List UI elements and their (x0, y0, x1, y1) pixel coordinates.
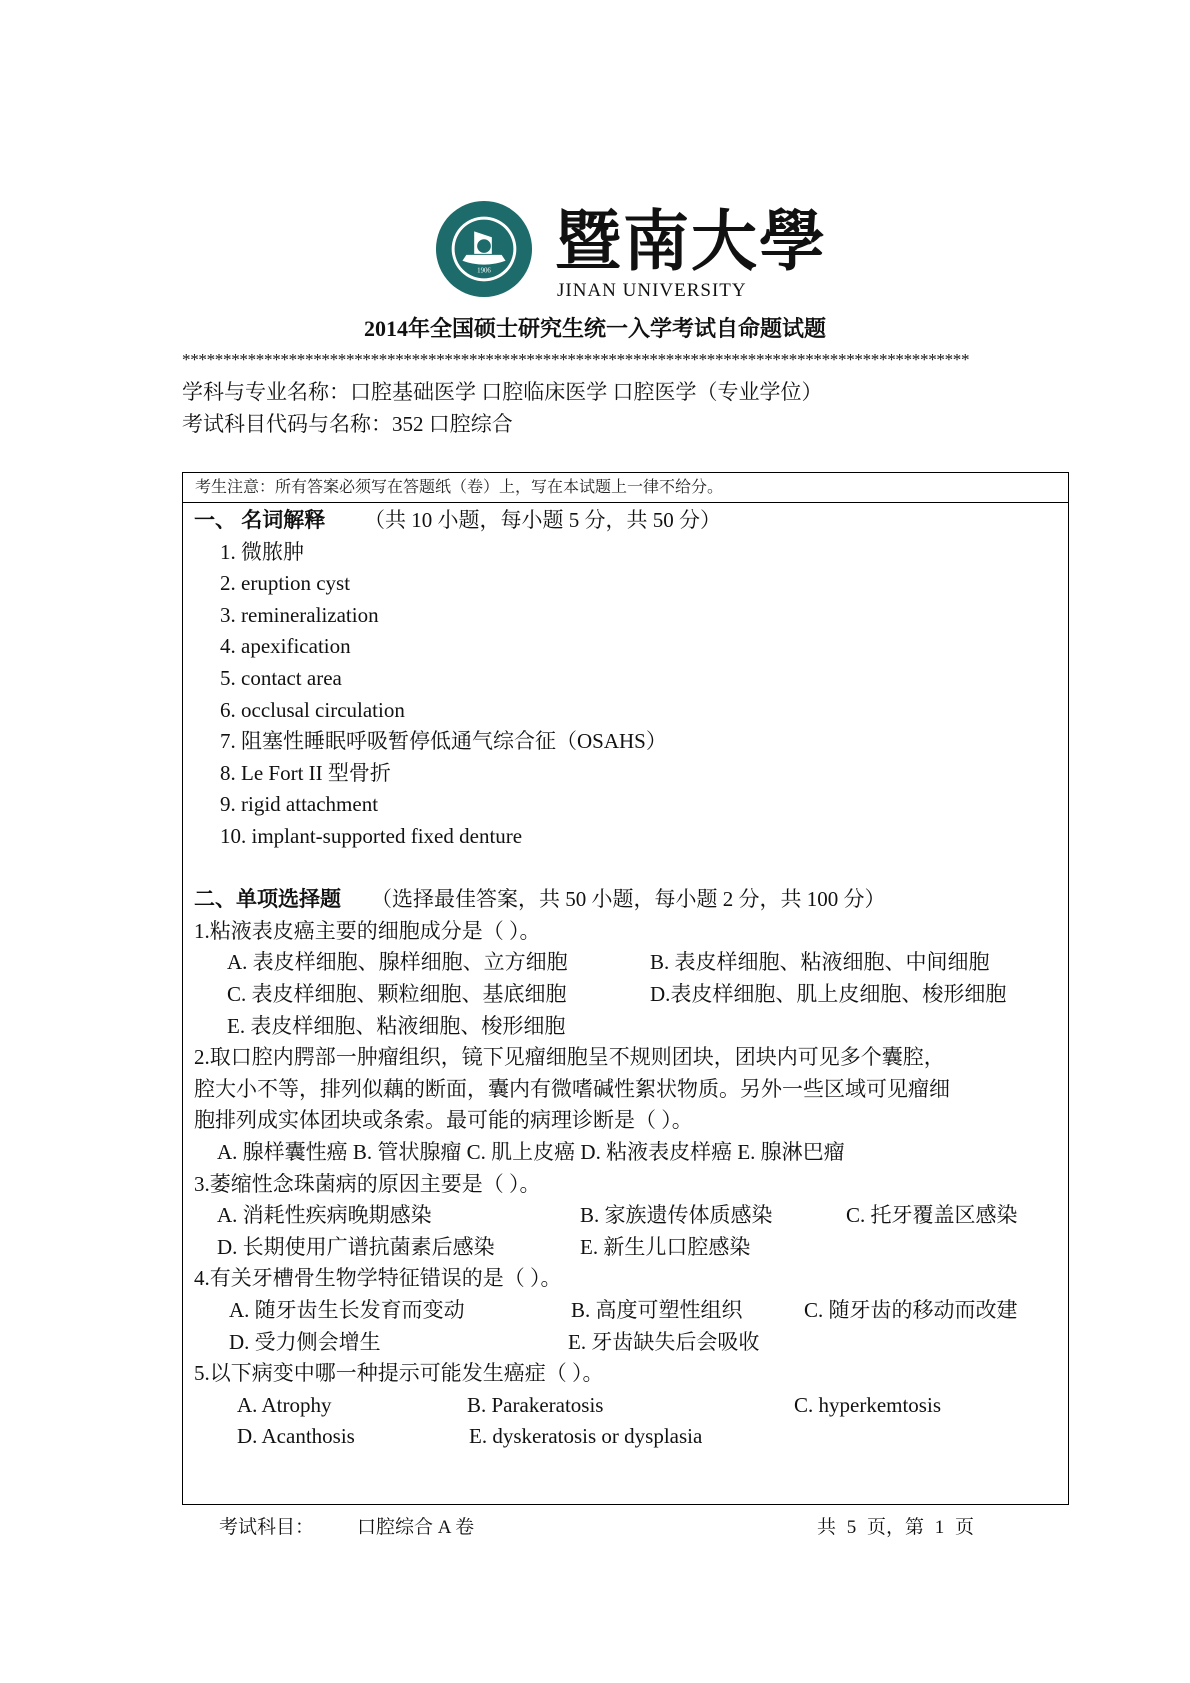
star-divider: ************************************************************************************************ (182, 350, 970, 369)
answer-option: E. 新生儿口腔感染 (580, 1234, 751, 1259)
answer-option: E. dyskeratosis or dysplasia (469, 1424, 703, 1449)
answer-option: A. 随牙齿生长发育而变动 (229, 1298, 465, 1322)
term-item: 6. occlusal circulation (220, 697, 405, 722)
term-item: 2. eruption cyst (220, 571, 351, 596)
answer-option: C. hyperkemtosis (794, 1392, 941, 1417)
footer-subject: 口腔综合 A 卷 (357, 1517, 475, 1538)
question-stem: 2.取口腔内腭部一肿瘤组织，镜下见瘤细胞呈不规则团块，团块内可见多个囊腔， (194, 1045, 945, 1070)
question-stem: 腔大小不等，排列似藕的断面，囊内有微嗜碱性絮状物质。另外一些区域可见瘤细 (194, 1076, 950, 1101)
answer-option: D. Acanthosis (237, 1424, 355, 1449)
university-seal-logo (435, 200, 533, 298)
answer-option: D. 长期使用广谱抗菌素后感染 (217, 1234, 495, 1259)
term-item: 9. rigid attachment (220, 792, 379, 817)
answer-option: C. 随牙齿的移动而改建 (804, 1298, 1018, 1322)
subject-line: 学科与专业名称：口腔基础医学 口腔临床医学 口腔医学（专业学位） (182, 380, 823, 404)
logo-year: 1906 (477, 267, 491, 275)
term-item: 10. implant-supported fixed denture (220, 824, 523, 848)
footer-subject-label: 考试科目： (219, 1517, 315, 1538)
answer-option: A. 消耗性疾病晚期感染 (217, 1203, 432, 1228)
question-stem: 1.粘液表皮癌主要的细胞成分是（ ）。 (194, 918, 541, 943)
answer-option: D.表皮样细胞、肌上皮细胞、梭形细胞 (650, 982, 1007, 1006)
answer-option: A. 表皮样细胞、腺样细胞、立方细胞 (227, 950, 568, 975)
section1-heading: 一、 名词解释 (194, 508, 326, 532)
question-box (182, 472, 1069, 1505)
term-item: 7. 阻塞性睡眠呼吸暂停低通气综合征（OSAHS） (220, 729, 667, 754)
exam-title: 2014年全国硕士研究生统一入学考试自命题试题 (363, 316, 826, 341)
question-stem: 5.以下病变中哪一种提示可能发生癌症（ ）。 (194, 1361, 604, 1386)
answer-option: B. 家族遗传体质感染 (580, 1203, 773, 1228)
answer-option: A. Atrophy (237, 1392, 332, 1417)
answer-option: E. 表皮样细胞、粘液细胞、梭形细胞 (227, 1013, 566, 1038)
answer-option: C. 托牙覆盖区感染 (846, 1203, 1018, 1228)
section2-note: （选择最佳答案，共 50 小题，每小题 2 分，共 100 分） (371, 887, 886, 912)
candidate-notice: 考生注意：所有答案必须写在答题纸（卷）上，写在本试题上一律不给分。 (183, 473, 1068, 503)
question-stem: 3.萎缩性念珠菌病的原因主要是（ ）。 (194, 1171, 541, 1196)
term-item: 1. 微脓肿 (220, 539, 304, 564)
answer-option: A. 腺样囊性癌 B. 管状腺瘤 C. 肌上皮癌 D. 粘液表皮样癌 E. 腺淋巴瘤 (217, 1140, 845, 1164)
term-item: 3. remineralization (220, 602, 379, 627)
university-wordmark-cn: 暨南大學 (555, 206, 827, 279)
section1-note: （共 10 小题，每小题 5 分，共 50 分） (364, 508, 721, 532)
footer-page-count: 共 5 页，第 1 页 (817, 1517, 975, 1538)
term-item: 5. contact area (220, 666, 342, 690)
answer-option: B. Parakeratosis (467, 1392, 604, 1417)
section2-heading: 二、单项选择题 (194, 887, 341, 912)
question-stem: 胞排列成实体团块或条索。最可能的病理诊断是（ ）。 (194, 1108, 693, 1133)
answer-option: E. 牙齿缺失后会吸收 (568, 1329, 760, 1354)
university-wordmark-en: JINAN UNIVERSITY (557, 280, 747, 301)
course-line: 考试科目代码与名称：352 口腔综合 (182, 412, 513, 436)
term-item: 4. apexification (220, 634, 351, 659)
answer-option: C. 表皮样细胞、颗粒细胞、基底细胞 (227, 982, 567, 1006)
term-item: 8. Le Fort II 型骨折 (220, 760, 391, 785)
answer-option: D. 受力侧会增生 (229, 1329, 381, 1354)
answer-option: B. 表皮样细胞、粘液细胞、中间细胞 (650, 950, 990, 975)
question-stem: 4.有关牙槽骨生物学特征错误的是（ ）。 (194, 1266, 562, 1291)
answer-option: B. 高度可塑性组织 (571, 1298, 743, 1322)
